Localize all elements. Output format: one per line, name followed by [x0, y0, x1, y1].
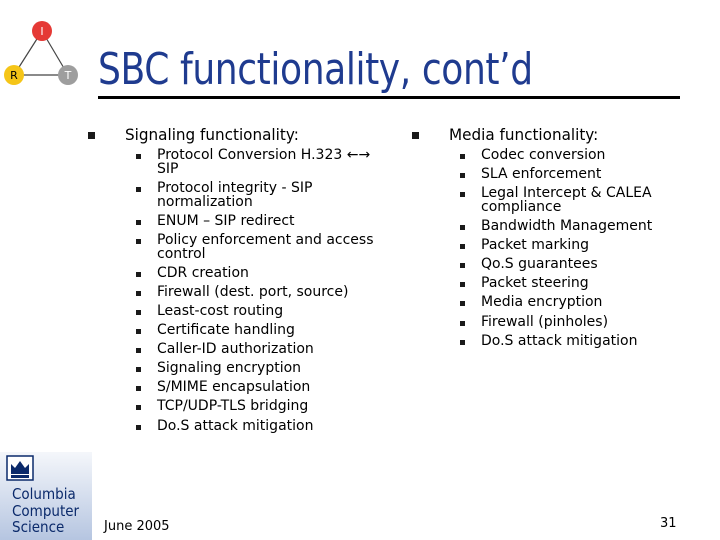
list-item: Firewall (dest. port, source) [136, 286, 408, 300]
list-item: S/MIME encapsulation [136, 381, 408, 395]
irt-node-t: T [64, 69, 72, 82]
irt-logo [0, 15, 80, 90]
square-bullet-icon [460, 282, 465, 287]
list-item: Certificate handling [136, 324, 408, 338]
square-bullet-icon [136, 310, 141, 315]
square-bullet-icon [136, 187, 141, 192]
square-bullet-icon [136, 348, 141, 353]
media-heading-row [412, 125, 702, 145]
irt-node-i: I [40, 25, 44, 38]
list-item: Caller-ID authorization [136, 343, 408, 357]
irt-node-r: R [10, 69, 18, 82]
square-bullet-icon [460, 263, 465, 268]
title-area [98, 38, 680, 116]
square-bullet-icon [136, 239, 141, 244]
slide-title: SBC functionality, cont’d [98, 44, 533, 95]
square-bullet-icon [460, 173, 465, 178]
square-bullet-icon [460, 340, 465, 345]
list-item: Firewall (pinholes) [460, 316, 702, 330]
page-number: 31 [660, 516, 677, 531]
square-bullet-icon [136, 272, 141, 277]
signaling-column [88, 125, 408, 439]
list-item: Least-cost routing [136, 305, 408, 319]
list-item: Do.S attack mitigation [460, 335, 702, 349]
list-item: Signaling encryption [136, 362, 408, 376]
list-item: Codec conversion [460, 149, 702, 163]
list-item: Media encryption [460, 296, 702, 310]
square-bullet-icon [412, 132, 419, 139]
square-bullet-icon [88, 132, 95, 139]
list-item: Legal Intercept & CALEA compliance [460, 187, 702, 215]
list-item: CDR creation [136, 267, 408, 281]
title-underline [98, 96, 680, 99]
list-item: Protocol integrity - SIP normalization [136, 182, 408, 210]
square-bullet-icon [136, 405, 141, 410]
square-bullet-icon [460, 244, 465, 249]
media-column [412, 125, 702, 354]
media-list [412, 149, 702, 348]
list-item: Qo.S guarantees [460, 258, 702, 272]
signaling-heading: Signaling functionality: [125, 125, 299, 144]
square-bullet-icon [136, 154, 141, 159]
signaling-heading-row [88, 125, 408, 145]
square-bullet-icon [460, 301, 465, 306]
list-item: Bandwidth Management [460, 220, 702, 234]
square-bullet-icon [460, 154, 465, 159]
square-bullet-icon [460, 192, 465, 197]
list-item: SLA enforcement [460, 168, 702, 182]
list-item: Protocol Conversion H.323 ←→ SIP [136, 149, 408, 177]
square-bullet-icon [136, 425, 141, 430]
square-bullet-icon [136, 329, 141, 334]
square-bullet-icon [136, 367, 141, 372]
square-bullet-icon [460, 225, 465, 230]
crown-icon [6, 455, 34, 481]
slide-date: June 2005 [104, 519, 170, 534]
list-item: Packet steering [460, 277, 702, 291]
media-heading: Media functionality: [449, 125, 599, 144]
square-bullet-icon [136, 220, 141, 225]
list-item: Packet marking [460, 239, 702, 253]
square-bullet-icon [136, 386, 141, 391]
list-item: TCP/UDP-TLS bridging [136, 400, 408, 414]
square-bullet-icon [460, 321, 465, 326]
square-bullet-icon [136, 291, 141, 296]
list-item: Do.S attack mitigation [136, 420, 408, 434]
signaling-list [88, 149, 408, 433]
list-item: Policy enforcement and access control [136, 234, 408, 262]
institution-name: Columbia Computer Science [12, 485, 80, 536]
list-item: ENUM – SIP redirect [136, 215, 408, 229]
